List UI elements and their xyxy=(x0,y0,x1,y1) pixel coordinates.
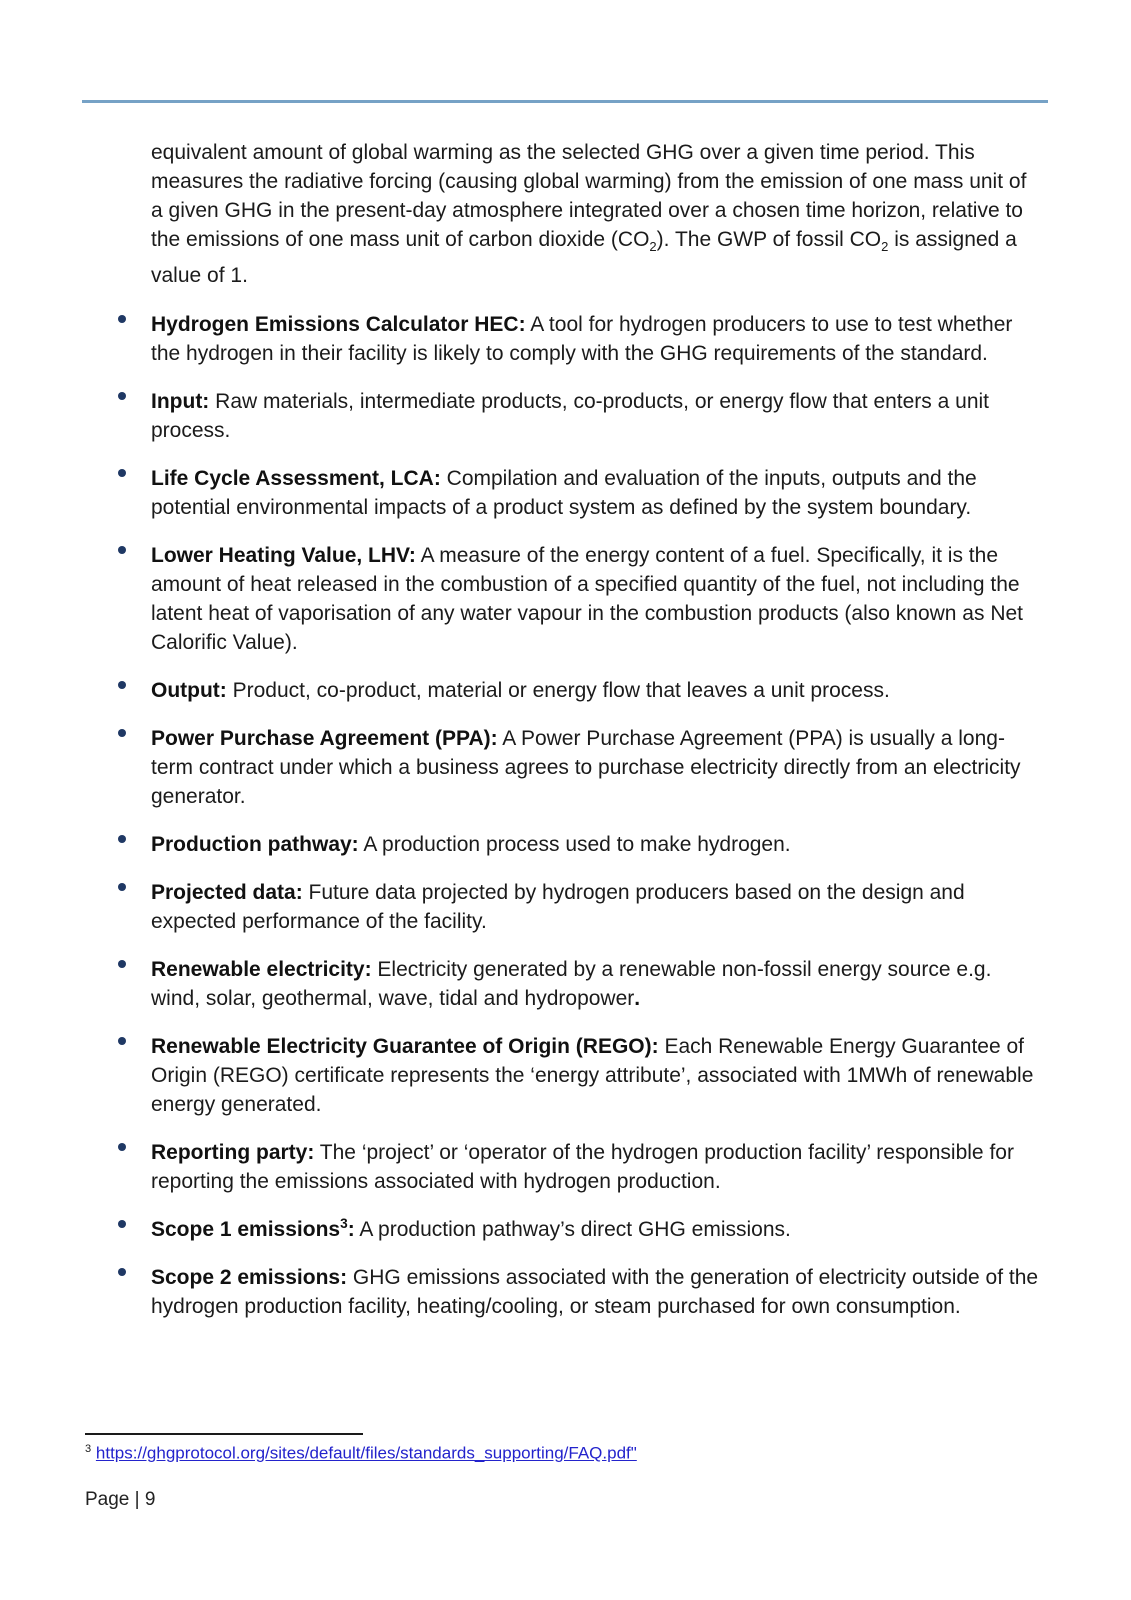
glossary-term: Scope 2 emissions: xyxy=(151,1266,348,1290)
footnote-separator xyxy=(85,1433,363,1435)
glossary-desc: A tool for hydrogen producers to use to test whether the hydrogen in their facility is likely to comply with the GHG requirements of the standard. xyxy=(151,313,1013,366)
co2-subscript: 2 xyxy=(649,239,657,255)
glossary-item-reporting-party xyxy=(151,1132,1041,1196)
glossary-desc: Compilation and evaluation of the inputs, outputs and the potential environmental impacts of a product system as defined by the system boundary. xyxy=(151,467,977,520)
glossary-item-scope1 xyxy=(151,1209,1041,1244)
paragraph-gwp-definition xyxy=(151,138,1041,290)
glossary-term: Production pathway: xyxy=(151,833,359,857)
co2-subscript: 2 xyxy=(881,239,889,255)
glossary-desc: A Power Purchase Agreement (PPA) is usually a long-term contract under which a business agrees to purchase electricity directly from an electricity generator. xyxy=(151,727,1021,809)
footnote-link[interactable]: https://ghgprotocol.org/sites/default/files/standards_supporting/FAQ.pdf" xyxy=(95,1443,637,1463)
glossary-term: Renewable electricity: xyxy=(151,958,372,982)
glossary-desc: GHG emissions associated with the generation of electricity outside of the hydrogen production facility, heating/cooling, or steam purchased for own consumption. xyxy=(151,1266,1039,1319)
glossary-term: Output: xyxy=(151,679,227,703)
gwp-text-3: is assigned a value of 1. xyxy=(151,228,1017,288)
glossary-desc-tail: . xyxy=(634,987,641,1011)
page-number: Page | 9 xyxy=(85,1489,156,1510)
glossary-desc: Raw materials, intermediate products, co-products, or energy flow that enters a unit process. xyxy=(151,390,990,443)
glossary-term: Renewable Electricity Guarantee of Origin (REGO): xyxy=(151,1035,659,1059)
glossary-item-renewable-electricity xyxy=(151,949,1041,1013)
glossary-term: Reporting party: xyxy=(151,1141,315,1165)
glossary-term: Lower Heating Value, LHV: xyxy=(151,544,416,568)
glossary-term: Scope 1 emissions xyxy=(151,1218,341,1242)
glossary-item-lca xyxy=(151,458,1041,522)
footnote-ref-3: 3 xyxy=(340,1216,348,1232)
glossary-item-lhv xyxy=(151,535,1041,657)
gwp-text-1: equivalent amount of global warming as the selected GHG over a given time period. This measures the radiative forcing (causing global warming) from the emission of one mass unit of a given GHG in the present-day atmosphere integrated over a chosen time horizon, relative to the emissions of one mass unit of carbon dioxide (CO xyxy=(151,141,1027,251)
glossary-desc: Product, co-product, material or energy flow that leaves a unit process. xyxy=(226,679,890,703)
glossary-item-hec xyxy=(151,304,1041,368)
footnote xyxy=(85,1443,637,1464)
glossary-desc: The ‘project’ or ‘operator of the hydrogen production facility’ responsible for reporting the emissions associated with hydrogen production. xyxy=(151,1141,1014,1194)
glossary-term-colon: : xyxy=(347,1218,355,1242)
glossary-term: Projected data: xyxy=(151,881,303,905)
glossary-desc: A production pathway’s direct GHG emissions. xyxy=(354,1218,791,1242)
gwp-text-2: ). The GWP of fossil CO xyxy=(656,228,882,251)
glossary-item-output xyxy=(151,670,1041,705)
glossary-desc: A production process used to make hydrogen. xyxy=(358,833,791,857)
glossary-item-ppa xyxy=(151,718,1041,811)
glossary-item-input xyxy=(151,381,1041,445)
glossary-item-rego xyxy=(151,1026,1041,1119)
glossary-term: Input: xyxy=(151,390,210,414)
footnote-marker: 3 xyxy=(85,1443,92,1455)
glossary-term: Life Cycle Assessment, LCA: xyxy=(151,467,441,491)
glossary-item-projected-data xyxy=(151,872,1041,936)
glossary-desc: Electricity generated by a renewable non-fossil energy source e.g. wind, solar, geothermal, wave, tidal and hydropower xyxy=(151,958,992,1011)
header-rule xyxy=(82,100,1048,103)
glossary-list xyxy=(151,304,1041,1321)
glossary-desc: A measure of the energy content of a fuel. Specifically, it is the amount of heat released in the combustion of a specified quantity of the fuel, not including the latent heat of vaporisation of any water vapour in the combustion products (also known as Net Calorific Value). xyxy=(151,544,1023,655)
glossary-desc: Future data projected by hydrogen producers based on the design and expected performance of the facility. xyxy=(151,881,965,934)
page-content xyxy=(151,138,1041,1334)
glossary-desc: Each Renewable Energy Guarantee of Origin (REGO) certificate represents the ‘energy attribute’, associated with 1MWh of renewable energy generated. xyxy=(151,1035,1034,1117)
glossary-term: Hydrogen Emissions Calculator HEC: xyxy=(151,313,526,337)
glossary-term: Power Purchase Agreement (PPA): xyxy=(151,727,498,751)
glossary-item-scope2 xyxy=(151,1257,1041,1321)
glossary-item-production-pathway xyxy=(151,824,1041,859)
